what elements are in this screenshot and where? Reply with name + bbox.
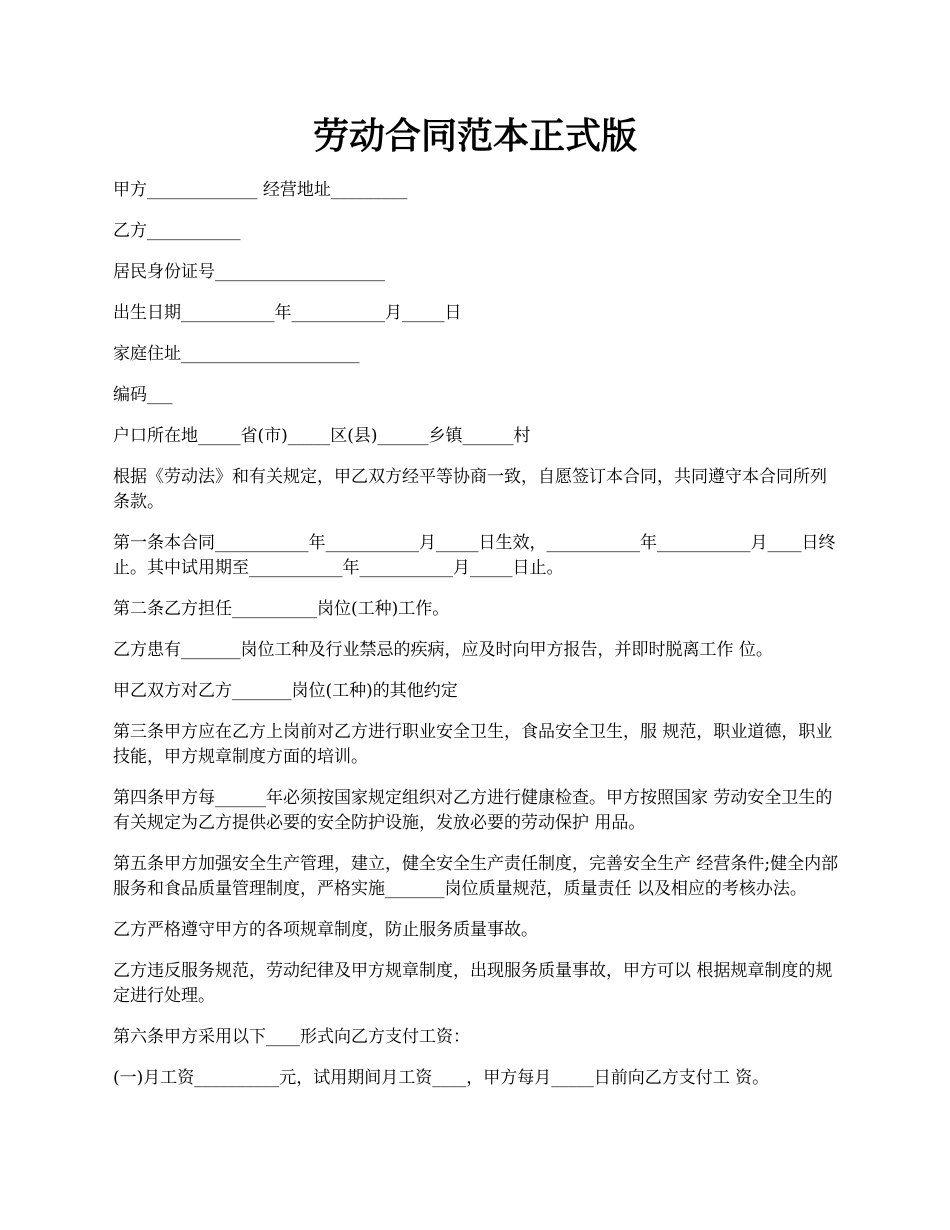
preamble-paragraph: 根据《劳动法》和有关规定，甲乙双方经平等协商一致，自愿签订本合同，共同遵守本合同所列条款。	[113, 467, 827, 512]
document-body	[113, 178, 840, 1107]
rules-compliance-paragraph: 乙方严格遵守甲方的各项规章制度，防止服务质量事故。	[113, 920, 538, 940]
article-4-paragraph: 第四条甲方每______年必须按国家规定组织对乙方进行健康检查。甲方按照国家 劳动安全卫生的有关规定为乙方提供必要的安全防护设施，发放必要的劳动保护 用品。	[113, 788, 833, 833]
article-3-paragraph: 第三条甲方应在乙方上岗前对乙方进行职业安全卫生，食品安全卫生，服 规范，职业道德，职业技能，甲方规章制度方面的培训。	[113, 722, 833, 767]
article-2-paragraph: 第二条乙方担任__________岗位(工种)工作。	[113, 599, 450, 619]
birth-date-line: 出生日期___________年___________月_____日	[113, 303, 462, 323]
disease-report-paragraph: 乙方患有_______岗位工种及行业禁忌的疾病，应及时向甲方报告，并即时脱离工作 位。	[113, 640, 773, 660]
party-a-line: 甲方_____________ 经营地址_________	[113, 180, 408, 200]
monthly-salary-paragraph: (一)月工资__________元，试用期间月工资____，甲方每月_____日前向乙方支付工 资。	[113, 1068, 770, 1088]
party-b-line: 乙方___________	[113, 221, 241, 241]
id-number-line: 居民身份证号____________________	[113, 262, 385, 282]
article-6-paragraph: 第六条甲方采用以下____形式向乙方支付工资：	[113, 1027, 470, 1047]
postal-code-line: 编码___	[113, 385, 173, 405]
home-address-line: 家庭住址_____________________	[113, 344, 360, 364]
document-title: 劳动合同范本正式版	[312, 115, 637, 157]
household-registration-line: 户口所在地_____省(市)_____区(县)______乡镇______村	[113, 426, 531, 446]
article-5-paragraph: 第五条甲方加强安全生产管理，建立，健全安全生产责任制度，完善安全生产 经营条件;健全内部服务和食品质量管理制度，严格实施_______岗位质量规范，质量责任 以及相应的考核办法。	[113, 854, 839, 899]
article-1-paragraph: 第一条本合同___________年___________月_____日生效，___________年___________月____日终止。其中试用期至___________年___________月_____日止。	[113, 533, 836, 578]
violation-handling-paragraph: 乙方违反服务规范，劳动纪律及甲方规章制度，出现服务质量事故，甲方可以 根据规章制度的规定进行处理。	[113, 961, 833, 1006]
other-agreement-paragraph: 甲乙双方对乙方_______岗位(工种)的其他约定	[113, 681, 458, 701]
